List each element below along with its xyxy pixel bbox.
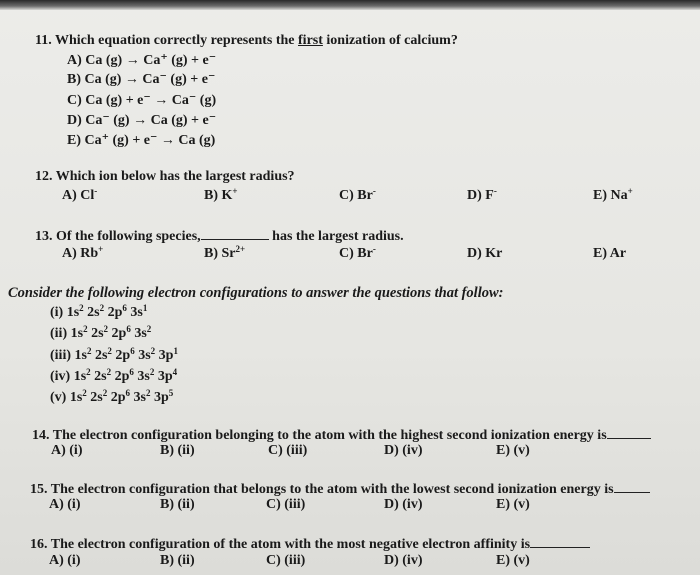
q12-option-b: B) K+ — [204, 186, 238, 203]
q13-stem — [35, 229, 404, 245]
config-value: $1s^2$ $2s^2$ $2p^6$ $3s^2$ — [70, 324, 152, 341]
q12-option-e: E) Na+ — [593, 186, 633, 203]
config-label: (i) — [50, 305, 64, 320]
configs-intro: Consider the following electron configurations to answer the questions that follow: — [8, 285, 504, 301]
config-label: (v) — [50, 390, 67, 405]
q16-option-e: E) (v) — [496, 553, 530, 568]
q14-option-a: A) (i) — [51, 443, 83, 458]
config-label: (iv) — [50, 369, 71, 384]
q11-text-underlined: first — [298, 33, 323, 48]
q16-option-a: A) (i) — [49, 553, 81, 568]
q11-text-before: Which equation correctly represents the — [54, 33, 295, 48]
q14-option-c: C) (iii) — [268, 443, 308, 458]
q14-option-d: D) (iv) — [384, 443, 423, 458]
q16-option-b: B) (ii) — [160, 553, 195, 568]
q13-option-b: B) $Sr^{2+}$ — [204, 244, 246, 261]
config-value: $1s^2$ $2s^2$ $2p^6$ $3s^2$ $3p^4$ — [73, 367, 178, 384]
q16-option-d: D) (iv) — [384, 553, 423, 568]
q13-option-d: D) Kr — [467, 246, 503, 261]
config-label: (iii) — [50, 348, 71, 363]
q11-stem — [35, 33, 458, 49]
config-item — [50, 305, 147, 321]
q15-option-b: B) (ii) — [160, 497, 195, 512]
q14-answer-blank — [607, 438, 651, 439]
q13-option-a: A) Rb+ — [62, 244, 104, 261]
q15-stem-text: 15. The electron configuration that belongs to the atom with the lowest second ionization energy is — [30, 482, 614, 497]
q13-stem-before: 13. Of the following species, — [35, 229, 201, 244]
config-item — [50, 390, 173, 406]
q15-answer-blank — [614, 492, 650, 493]
q14-stem-text: 14. The electron configuration belonging to the atom with the highest second ionization energy is — [32, 428, 607, 443]
q16-option-c: C) (iii) — [266, 553, 306, 568]
config-value: $1s^2$ $2s^2$ $2p^6$ $3s^2$ $3p^5$ — [69, 388, 174, 405]
q14-stem — [32, 428, 651, 444]
q16-stem — [30, 537, 590, 553]
q12-stem: 12. Which ion below has the largest radius? — [35, 169, 295, 184]
q15-option-e: E) (v) — [496, 497, 530, 512]
page-top-shadow — [0, 0, 700, 10]
q12-option-d: D) F- — [467, 186, 497, 203]
q13-answer-blank — [201, 239, 269, 240]
q11-number: 11. — [35, 33, 52, 48]
q11-text-after: ionization of calcium? — [326, 33, 458, 48]
q11-option-d: D) Ca⁻ (g) → Ca (g) + e⁻ — [67, 113, 217, 128]
q11-option-e: E) Ca⁺ (g) + e⁻ → Ca (g) — [67, 133, 216, 148]
q11-option-a: A) Ca (g) → Ca⁺ (g) + e⁻ — [67, 53, 217, 68]
q13-option-e: E) Ar — [593, 246, 627, 261]
q13-stem-after: has the largest radius. — [272, 229, 404, 244]
q12-option-c: C) Br- — [339, 186, 376, 203]
config-value: $1s^2$ $2s^2$ $2p^6$ $3s^1$ — [66, 303, 148, 320]
q12-option-a: A) Cl- — [62, 186, 98, 203]
q11-option-c: C) Ca (g) + e⁻ → Ca⁻ (g) — [67, 93, 217, 108]
q11-option-b: B) Ca (g) → Ca⁻ (g) + e⁻ — [67, 72, 216, 87]
config-value: $1s^2$ $2s^2$ $2p^6$ $3s^2$ $3p^1$ — [74, 346, 178, 363]
q15-option-a: A) (i) — [49, 497, 81, 512]
config-item — [50, 326, 151, 342]
q16-answer-blank — [530, 547, 590, 548]
q16-stem-text: 16. The electron configuration of the atom with the most negative electron affinity is — [30, 537, 531, 552]
q13-option-c: C) Br- — [339, 244, 376, 261]
q14-option-e: E) (v) — [496, 443, 530, 458]
q14-option-b: B) (ii) — [160, 443, 195, 458]
config-item — [50, 369, 177, 385]
config-label: (ii) — [50, 326, 68, 341]
config-item — [50, 348, 178, 364]
q15-option-d: D) (iv) — [384, 497, 423, 512]
q15-option-c: C) (iii) — [266, 497, 306, 512]
q15-stem — [30, 482, 650, 498]
